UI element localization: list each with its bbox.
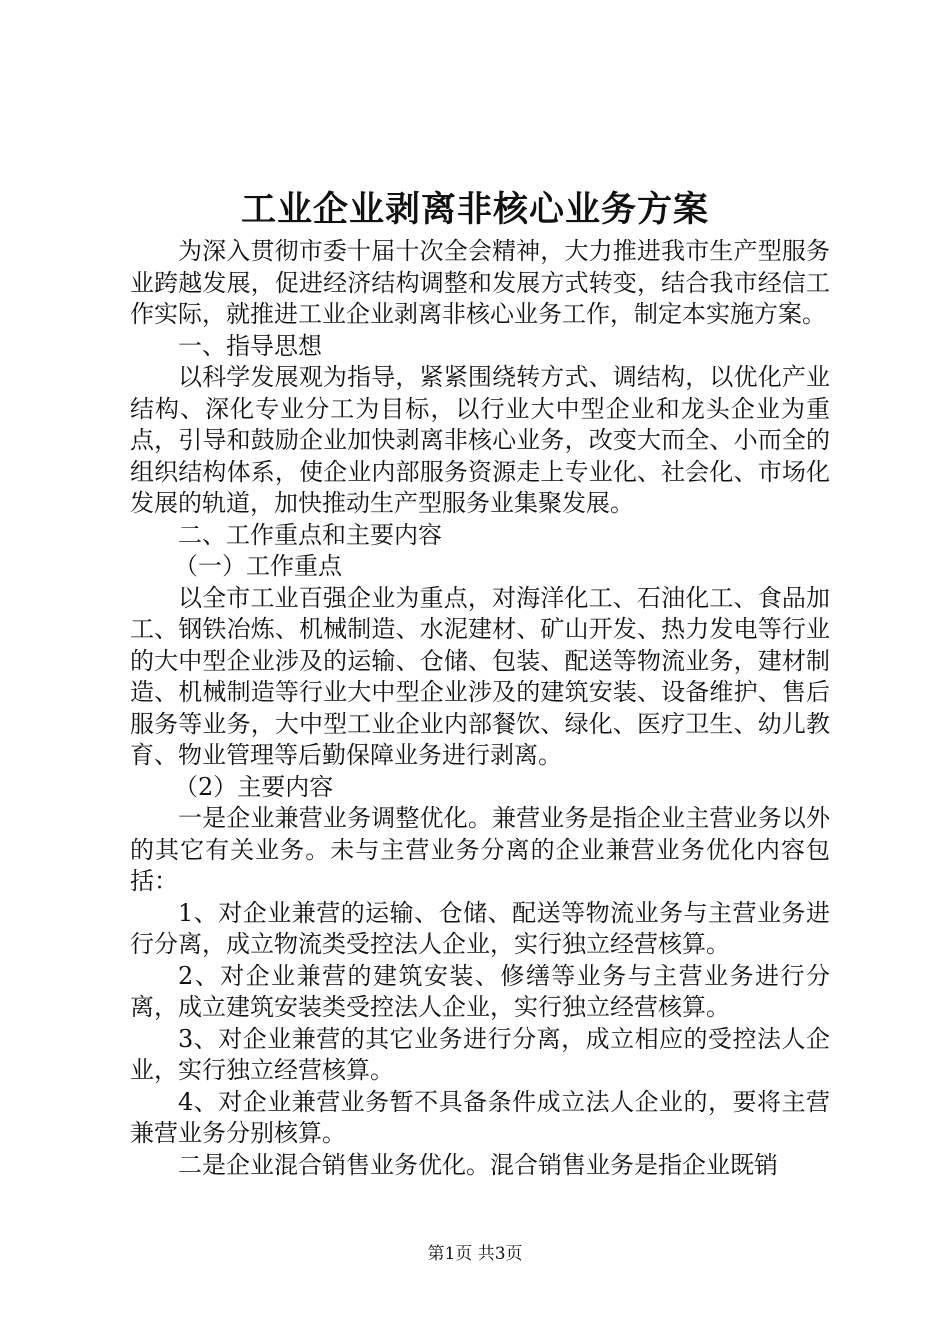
main-content-paragraph-2: 二是企业混合销售业务优化。混合销售业务是指企业既销: [178, 1150, 778, 1179]
page-footer: 第1页 共3页: [427, 1244, 523, 1264]
guiding-ideology-paragraph: 以科学发展观为指导，紧紧围绕转方式、调结构，以优化产业结构、深化专业分工为目标，以行业大中型企业和龙头企业为重点，引导和鼓励企业加快剥离非核心业务，改变大而全、小而全的组织结构体系，使企业内部服务资源走上专业化、社会化、市场化发展的轨道，加快推动生产型服务业集聚发展。: [130, 363, 830, 517]
intro-paragraph: 为深入贯彻市委十届十次全会精神，大力推进我市生产型服务业跨越发展，促进经济结构调整和发展方式转变，结合我市经信工作实际，就推进工业企业剥离非核心业务工作，制定本实施方案。: [130, 237, 830, 328]
main-content-paragraph-1: 一是企业兼营业务调整优化。兼营业务是指企业主营业务以外的其它有关业务。未与主营业务分离的企业兼营业务优化内容包括：: [130, 804, 830, 895]
document-body: [130, 236, 830, 1181]
subheading-work-focus: （一）工作重点: [174, 552, 342, 580]
list-item-2: 2、对企业兼营的建筑安装、修缮等业务与主营业务进行分离，成立建筑安装类受控法人企业，实行独立经营核算。: [130, 961, 830, 1021]
list-item-4: 4、对企业兼营业务暂不具备条件成立法人企业的，要将主营兼营业务分别核算。: [130, 1087, 830, 1147]
section-heading-guiding-ideology: 一、指导思想: [178, 331, 322, 360]
list-item-1: 1、对企业兼营的运输、仓储、配送等物流业务与主营业务进行分离，成立物流类受控法人企业，实行独立经营核算。: [130, 898, 830, 958]
work-focus-paragraph: 以全市工业百强企业为重点，对海洋化工、石油化工、食品加工、钢铁冶炼、机械制造、水泥建材、矿山开发、热力发电等行业的大中型企业涉及的运输、仓储、包装、配送等物流业务，建材制造、机械制造等行业大中型企业涉及的建筑安装、设备维护、售后服务等业务，大中型工业企业内部餐饮、绿化、医疗卫生、幼儿教育、物业管理等后勤保障业务进行剥离。: [130, 583, 830, 769]
list-item-3: 3、对企业兼营的其它业务进行分离，成立相应的受控法人企业，实行独立经营核算。: [130, 1024, 830, 1084]
document-title: 工业企业剥离非核心业务方案: [240, 189, 709, 230]
section-heading-work-focus: 二、工作重点和主要内容: [178, 520, 442, 549]
subheading-main-content: （2）主要内容: [174, 772, 334, 801]
